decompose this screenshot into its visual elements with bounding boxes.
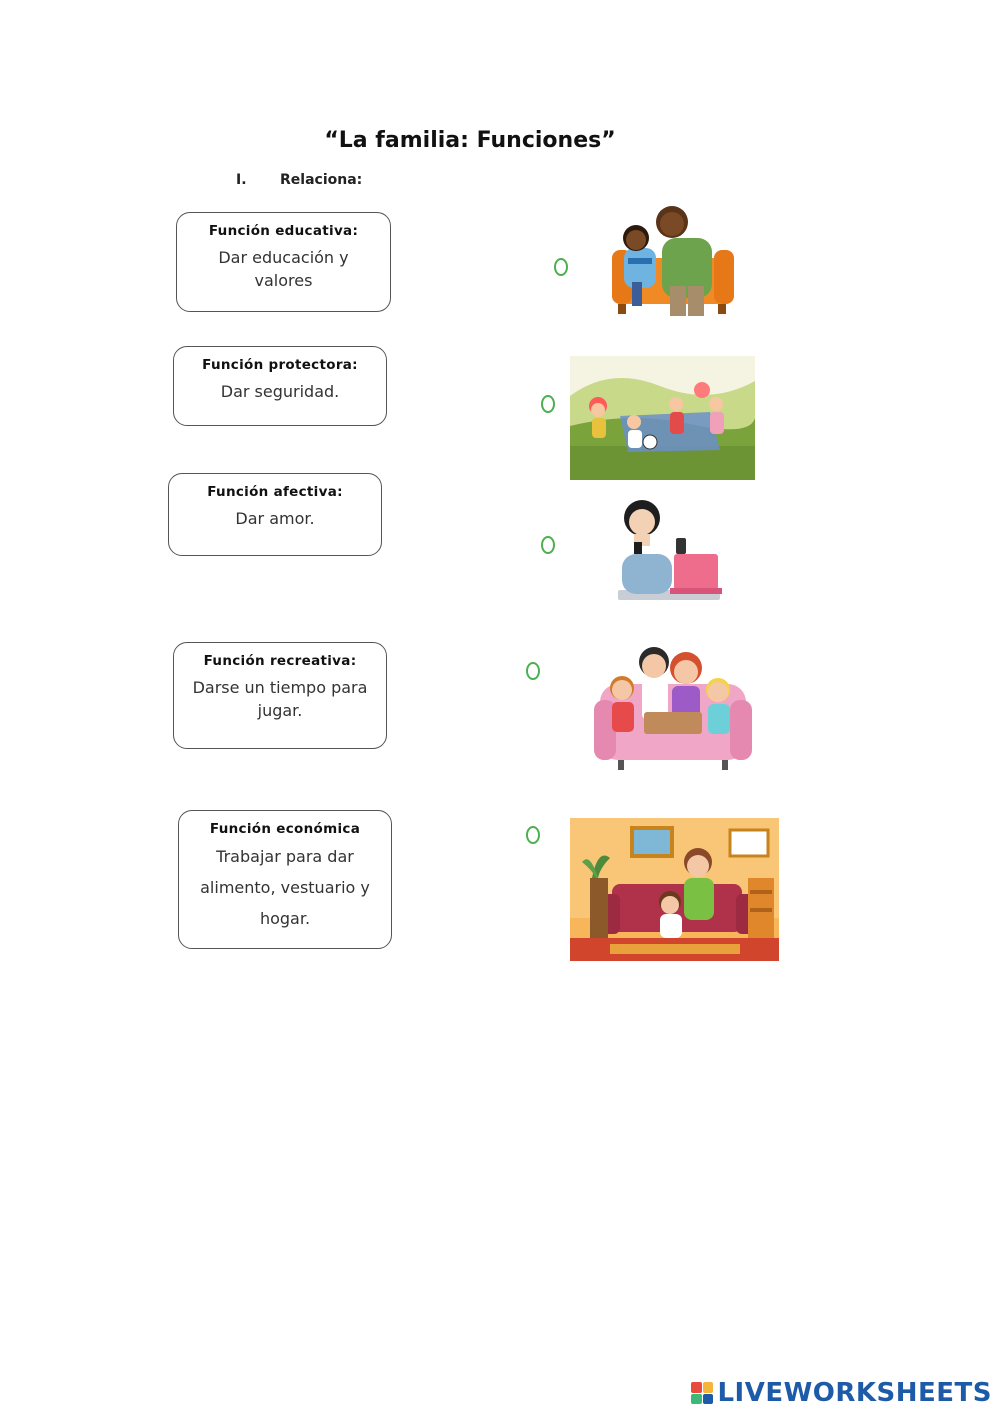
card-description: Trabajar para dar alimento, vestuario y hogar. [200,847,370,928]
liveworksheets-brand [691,1378,992,1408]
card-description: Dar seguridad. [220,382,340,401]
connector-dot-4[interactable] [526,662,540,680]
card-heading: Función económica [209,821,361,837]
card-protectora [173,346,387,426]
connector-dot-1[interactable] [554,258,568,276]
kids-playing-outdoors-image [570,356,755,480]
liveworksheets-logo-icon [691,1382,713,1404]
section-instruction: Relaciona: [280,172,363,188]
card-recreativa [173,642,387,749]
card-description: Dar educación y valores [218,248,349,290]
section-number: I. [236,172,247,188]
father-son-couch-image [610,200,734,320]
connector-dot-3[interactable] [541,536,555,554]
card-description: Darse un tiempo para jugar. [192,678,368,720]
connector-dot-5[interactable] [526,826,540,844]
card-educativa [176,212,391,312]
worksheet-title: “La familia: Funciones” [324,128,616,153]
card-heading: Función afectiva: [207,484,343,500]
card-economica [178,810,392,949]
card-heading: Función recreativa: [203,653,357,669]
family-reading-book-image [594,640,752,772]
connector-dot-2[interactable] [541,395,555,413]
brand-text: LIVEWORKSHEETS [717,1378,992,1408]
card-description: Dar amor. [235,509,315,528]
mother-child-living-room-image [570,818,779,961]
card-heading: Función educativa: [208,223,359,239]
card-heading: Función protectora: [202,357,358,373]
working-mother-image [614,494,724,608]
card-afectiva [168,473,382,556]
